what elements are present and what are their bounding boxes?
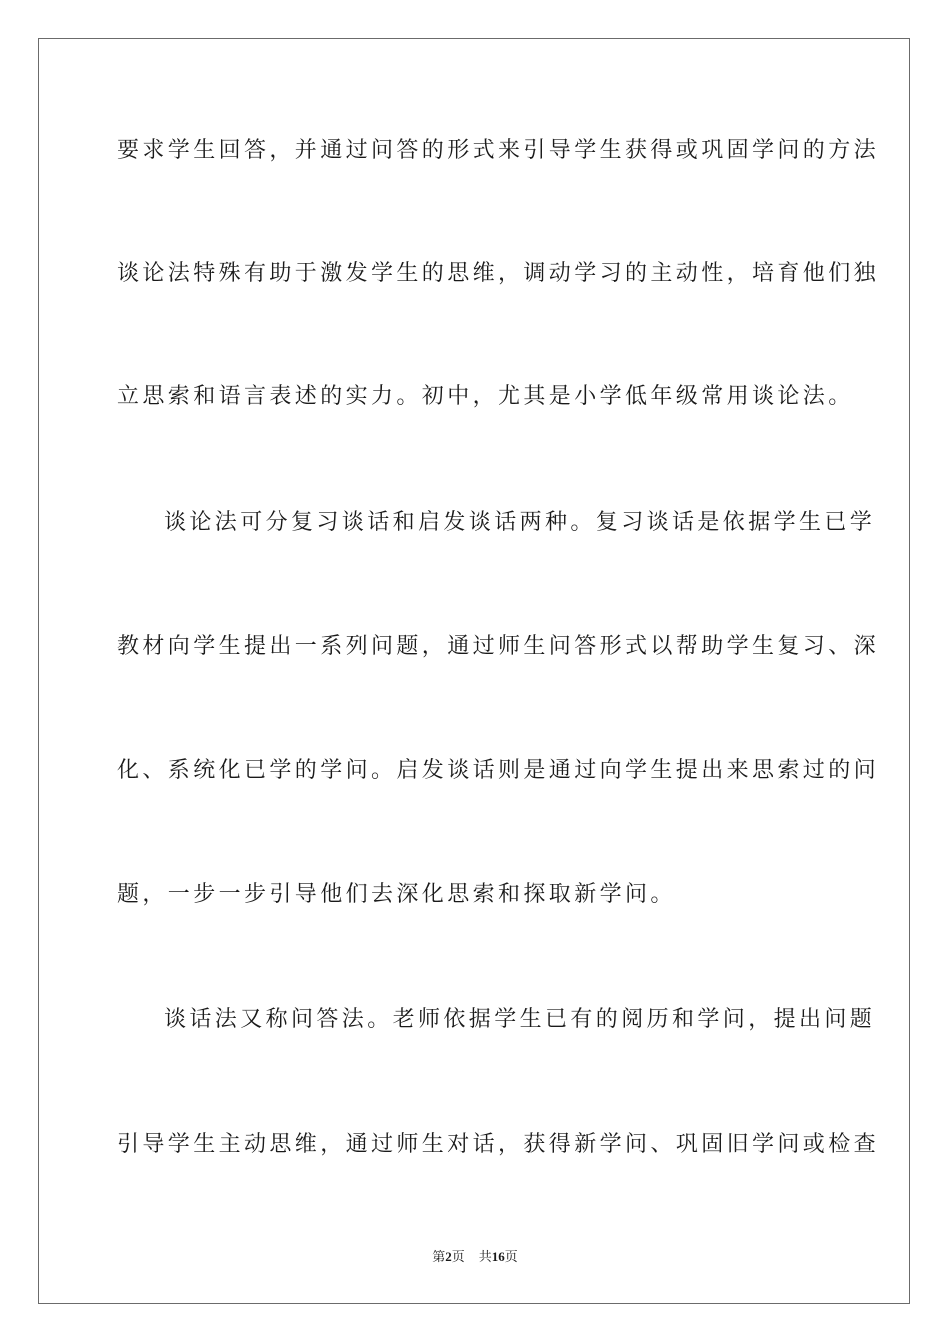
body-line-4: 谈论法可分复习谈话和启发谈话两种。复习谈话是依据学生已学	[164, 510, 876, 535]
body-line-3: 立思索和语言表述的实力。初中，尤其是小学低年级常用谈论法。	[117, 384, 854, 409]
footer-total-suffix: 页	[504, 1250, 518, 1265]
footer-page-suffix: 页	[451, 1250, 465, 1265]
page-footer	[0, 1246, 950, 1265]
body-line-6: 化、系统化已学的学问。启发谈话则是通过向学生提出来思索过的问	[117, 758, 880, 783]
footer-page-current: 2	[445, 1249, 452, 1264]
footer-total-prefix: 共	[478, 1250, 492, 1265]
footer-page-prefix: 第	[432, 1250, 446, 1265]
body-line-5: 教材向学生提出一系列问题，通过师生问答形式以帮助学生复习、深	[117, 634, 880, 659]
footer-page-total: 16	[491, 1249, 505, 1264]
body-line-7: 题，一步一步引导他们去深化思索和探取新学问。	[117, 882, 676, 907]
body-line-2: 谈论法特殊有助于激发学生的思维，调动学习的主动性，培育他们独	[117, 261, 880, 286]
body-line-9: 引导学生主动思维，通过师生对话，获得新学问、巩固旧学问或检查	[117, 1132, 880, 1157]
page-border	[38, 38, 910, 1304]
body-line-1: 要求学生回答，并通过问答的形式来引导学生获得或巩固学问的方法	[117, 138, 880, 163]
body-line-8: 谈话法又称问答法。老师依据学生已有的阅历和学问，提出问题	[164, 1007, 876, 1032]
